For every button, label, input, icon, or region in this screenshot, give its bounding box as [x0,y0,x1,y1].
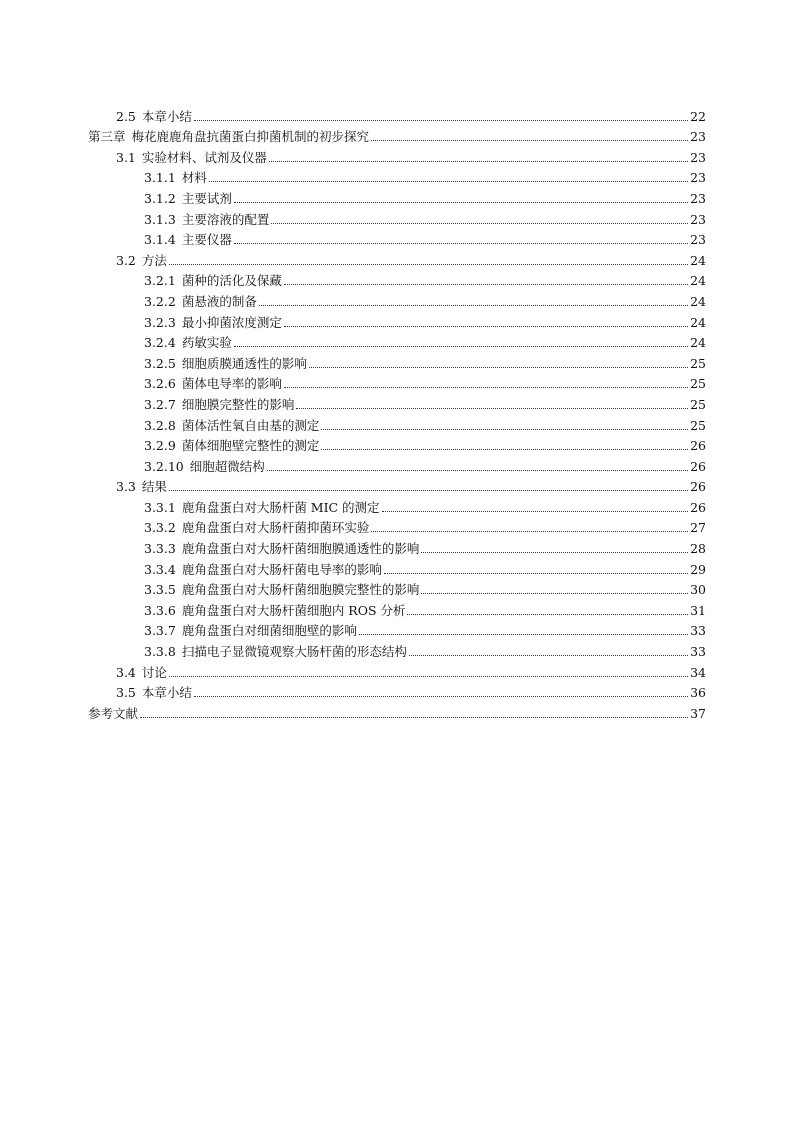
toc-dot-leader [234,202,688,203]
toc-entry-page: 33 [690,623,706,639]
toc-entry[interactable] [0,227,793,248]
toc-entry-title: 梅花鹿鹿角盘抗菌蛋白抑菌机制的初步探究 [131,129,370,145]
toc-entry[interactable] [0,474,793,495]
toc-entry-number: 3.3 [116,479,136,495]
toc-entry-title: 鹿角盘蛋白对大肠杆菌电导率的影响 [181,561,382,577]
toc-entry-number: 3.3.1 [144,499,176,515]
toc-entry-number: 3.2.8 [144,417,176,433]
toc-entry-title: 鹿角盘蛋白对大肠杆菌 MIC 的测定 [181,499,380,515]
toc-entry-number: 3.3.5 [144,582,176,598]
toc-entry-title: 菌种的活化及保藏 [181,273,282,289]
toc-entry-page: 23 [690,211,706,227]
toc-entry-title: 材料 [181,170,207,186]
toc-entry[interactable] [0,103,793,124]
toc-entry-page: 34 [690,664,706,680]
toc-dot-leader [271,223,688,224]
toc-entry-page: 31 [690,602,706,618]
toc-entry[interactable] [0,638,793,659]
toc-entry-page: 24 [690,314,706,330]
toc-entry-page: 23 [690,190,706,206]
toc-entry-title: 讨论 [141,664,167,680]
toc-entry[interactable] [0,597,793,618]
toc-entry-page: 27 [690,520,706,536]
toc-dot-leader [284,326,688,327]
toc-entry[interactable] [0,247,793,268]
toc-entry-title: 菌体活性氧自由基的测定 [181,417,320,433]
toc-entry[interactable] [0,371,793,392]
toc-dot-leader [284,387,688,388]
toc-entry-page: 26 [690,499,706,515]
toc-entry[interactable] [0,268,793,289]
toc-entry[interactable] [0,288,793,309]
toc-dot-leader [259,305,688,306]
toc-dot-leader [169,490,688,491]
toc-dot-leader [169,264,688,265]
toc-entry-title: 鹿角盘蛋白对细菌细胞壁的影响 [181,623,357,639]
toc-entry-page: 23 [690,149,706,165]
toc-dot-leader [407,614,688,615]
toc-entry-page: 24 [690,335,706,351]
toc-entry-title: 菌体细胞壁完整性的测定 [181,438,320,454]
toc-entry-page: 24 [690,252,706,268]
toc-entry-page: 28 [690,541,706,557]
toc-dot-leader [421,552,688,553]
toc-dot-leader [269,161,688,162]
toc-entry-page: 24 [690,293,706,309]
toc-entry-page: 26 [690,479,706,495]
toc-dot-leader [209,181,688,182]
toc-entry-number: 3.3.4 [144,561,176,577]
toc-entry-title: 结果 [141,479,167,495]
toc-entry[interactable] [0,494,793,515]
toc-entry[interactable] [0,659,793,680]
toc-entry-number: 3.2 [116,252,136,268]
toc-entry[interactable] [0,144,793,165]
toc-entry[interactable] [0,185,793,206]
toc-entry-number: 3.2.9 [144,438,176,454]
toc-dot-leader [234,243,688,244]
toc-dot-leader [169,676,688,677]
toc-dot-leader [296,408,688,409]
toc-dot-leader [309,367,688,368]
toc-dot-leader [371,531,688,532]
toc-entry[interactable] [0,680,793,701]
toc-entry-title: 主要溶液的配置 [181,211,270,227]
toc-entry-page: 29 [690,561,706,577]
toc-entry-number: 3.1.3 [144,211,176,227]
toc-entry-number: 3.3.8 [144,644,176,660]
toc-entry-title: 细胞膜完整性的影响 [181,396,295,412]
toc-entry-page: 26 [690,458,706,474]
toc-entry-number: 3.2.4 [144,335,176,351]
toc-entry[interactable] [0,453,793,474]
toc-entry-page: 23 [690,129,706,145]
toc-entry-page: 23 [690,170,706,186]
toc-entry-number: 3.5 [116,685,136,701]
toc-entry-number: 3.3.3 [144,541,176,557]
toc-entry[interactable] [0,412,793,433]
toc-entry[interactable] [0,433,793,454]
toc-entry-number: 3.3.6 [144,602,176,618]
toc-entry-title: 药敏实验 [181,335,232,351]
toc-entry-number: 第三章 [88,129,126,145]
toc-entry-page: 24 [690,273,706,289]
toc-entry-page: 23 [690,232,706,248]
toc-dot-leader [421,593,688,594]
toc-entry-title: 主要仪器 [181,232,232,248]
toc-entry-page: 25 [690,376,706,392]
toc-entry-page: 25 [690,355,706,371]
toc-dot-leader [234,346,688,347]
toc-entry-number: 3.1.2 [144,190,176,206]
toc-dot-leader [194,696,688,697]
toc-dot-leader [194,120,688,121]
toc-entry-page: 26 [690,438,706,454]
toc-entry-number: 2.5 [116,108,136,124]
toc-entry-title: 细胞超微结构 [189,458,265,474]
toc-entry[interactable] [0,700,793,721]
toc-entry[interactable] [0,556,793,577]
toc-dot-leader [321,429,688,430]
toc-dot-leader [382,511,688,512]
toc-entry-title: 方法 [141,252,167,268]
toc-entry-title: 菌悬液的制备 [181,293,257,309]
toc-entry-page: 25 [690,396,706,412]
toc-entry[interactable] [0,535,793,556]
toc-entry-number: 3.1 [116,149,136,165]
toc-entry-title: 扫描电子显微镜观察大肠杆菌的形态结构 [181,644,407,660]
toc-dot-leader [371,140,688,141]
toc-dot-leader [409,655,688,656]
toc-entry-title: 鹿角盘蛋白对大肠杆菌细胞内 ROS 分析 [181,602,406,618]
toc-entry-title: 鹿角盘蛋白对大肠杆菌细胞膜完整性的影响 [181,582,420,598]
toc-entry-page: 36 [690,685,706,701]
toc-entry[interactable] [0,515,793,536]
toc-entry-number: 3.2.2 [144,293,176,309]
toc-dot-leader [359,634,688,635]
toc-entry-title: 鹿角盘蛋白对大肠杆菌细胞膜通透性的影响 [181,541,420,557]
table-of-contents [0,103,793,721]
toc-entry-title: 主要试剂 [181,190,232,206]
toc-dot-leader [267,470,688,471]
toc-dot-leader [384,573,688,574]
toc-dot-leader [284,284,688,285]
toc-entry-page: 22 [690,108,706,124]
toc-entry[interactable] [0,618,793,639]
toc-entry-number: 3.2.5 [144,355,176,371]
toc-entry[interactable] [0,577,793,598]
toc-entry[interactable] [0,350,793,371]
toc-entry-number: 3.2.7 [144,396,176,412]
toc-entry-number: 3.3.2 [144,520,176,536]
toc-entry-page: 37 [690,705,706,721]
toc-entry[interactable] [0,165,793,186]
toc-entry-title: 本章小结 [141,108,192,124]
toc-entry[interactable] [0,124,793,145]
toc-entry[interactable] [0,309,793,330]
toc-entry-number: 3.1.1 [144,170,176,186]
toc-entry-title: 细胞质膜通透性的影响 [181,355,307,371]
toc-entry-title: 最小抑菌浓度测定 [181,314,282,330]
toc-entry-number: 3.2.6 [144,376,176,392]
toc-entry-number: 3.4 [116,664,136,680]
toc-entry-number: 3.2.1 [144,273,176,289]
toc-entry-title: 参考文献 [88,705,139,721]
toc-entry-title: 实验材料、试剂及仪器 [141,149,267,165]
toc-entry-title: 鹿角盘蛋白对大肠杆菌抑菌环实验 [181,520,370,536]
toc-entry-number: 3.2.3 [144,314,176,330]
toc-entry-number: 3.1.4 [144,232,176,248]
toc-dot-leader [140,717,688,718]
toc-entry-title: 菌体电导率的影响 [181,376,282,392]
toc-dot-leader [321,449,688,450]
toc-entry-number: 3.3.7 [144,623,176,639]
toc-entry-page: 33 [690,644,706,660]
toc-entry-page: 30 [690,582,706,598]
toc-entry[interactable] [0,206,793,227]
toc-entry-title: 本章小结 [141,685,192,701]
toc-entry[interactable] [0,391,793,412]
toc-entry-number: 3.2.10 [144,458,184,474]
toc-entry[interactable] [0,330,793,351]
toc-entry-page: 25 [690,417,706,433]
